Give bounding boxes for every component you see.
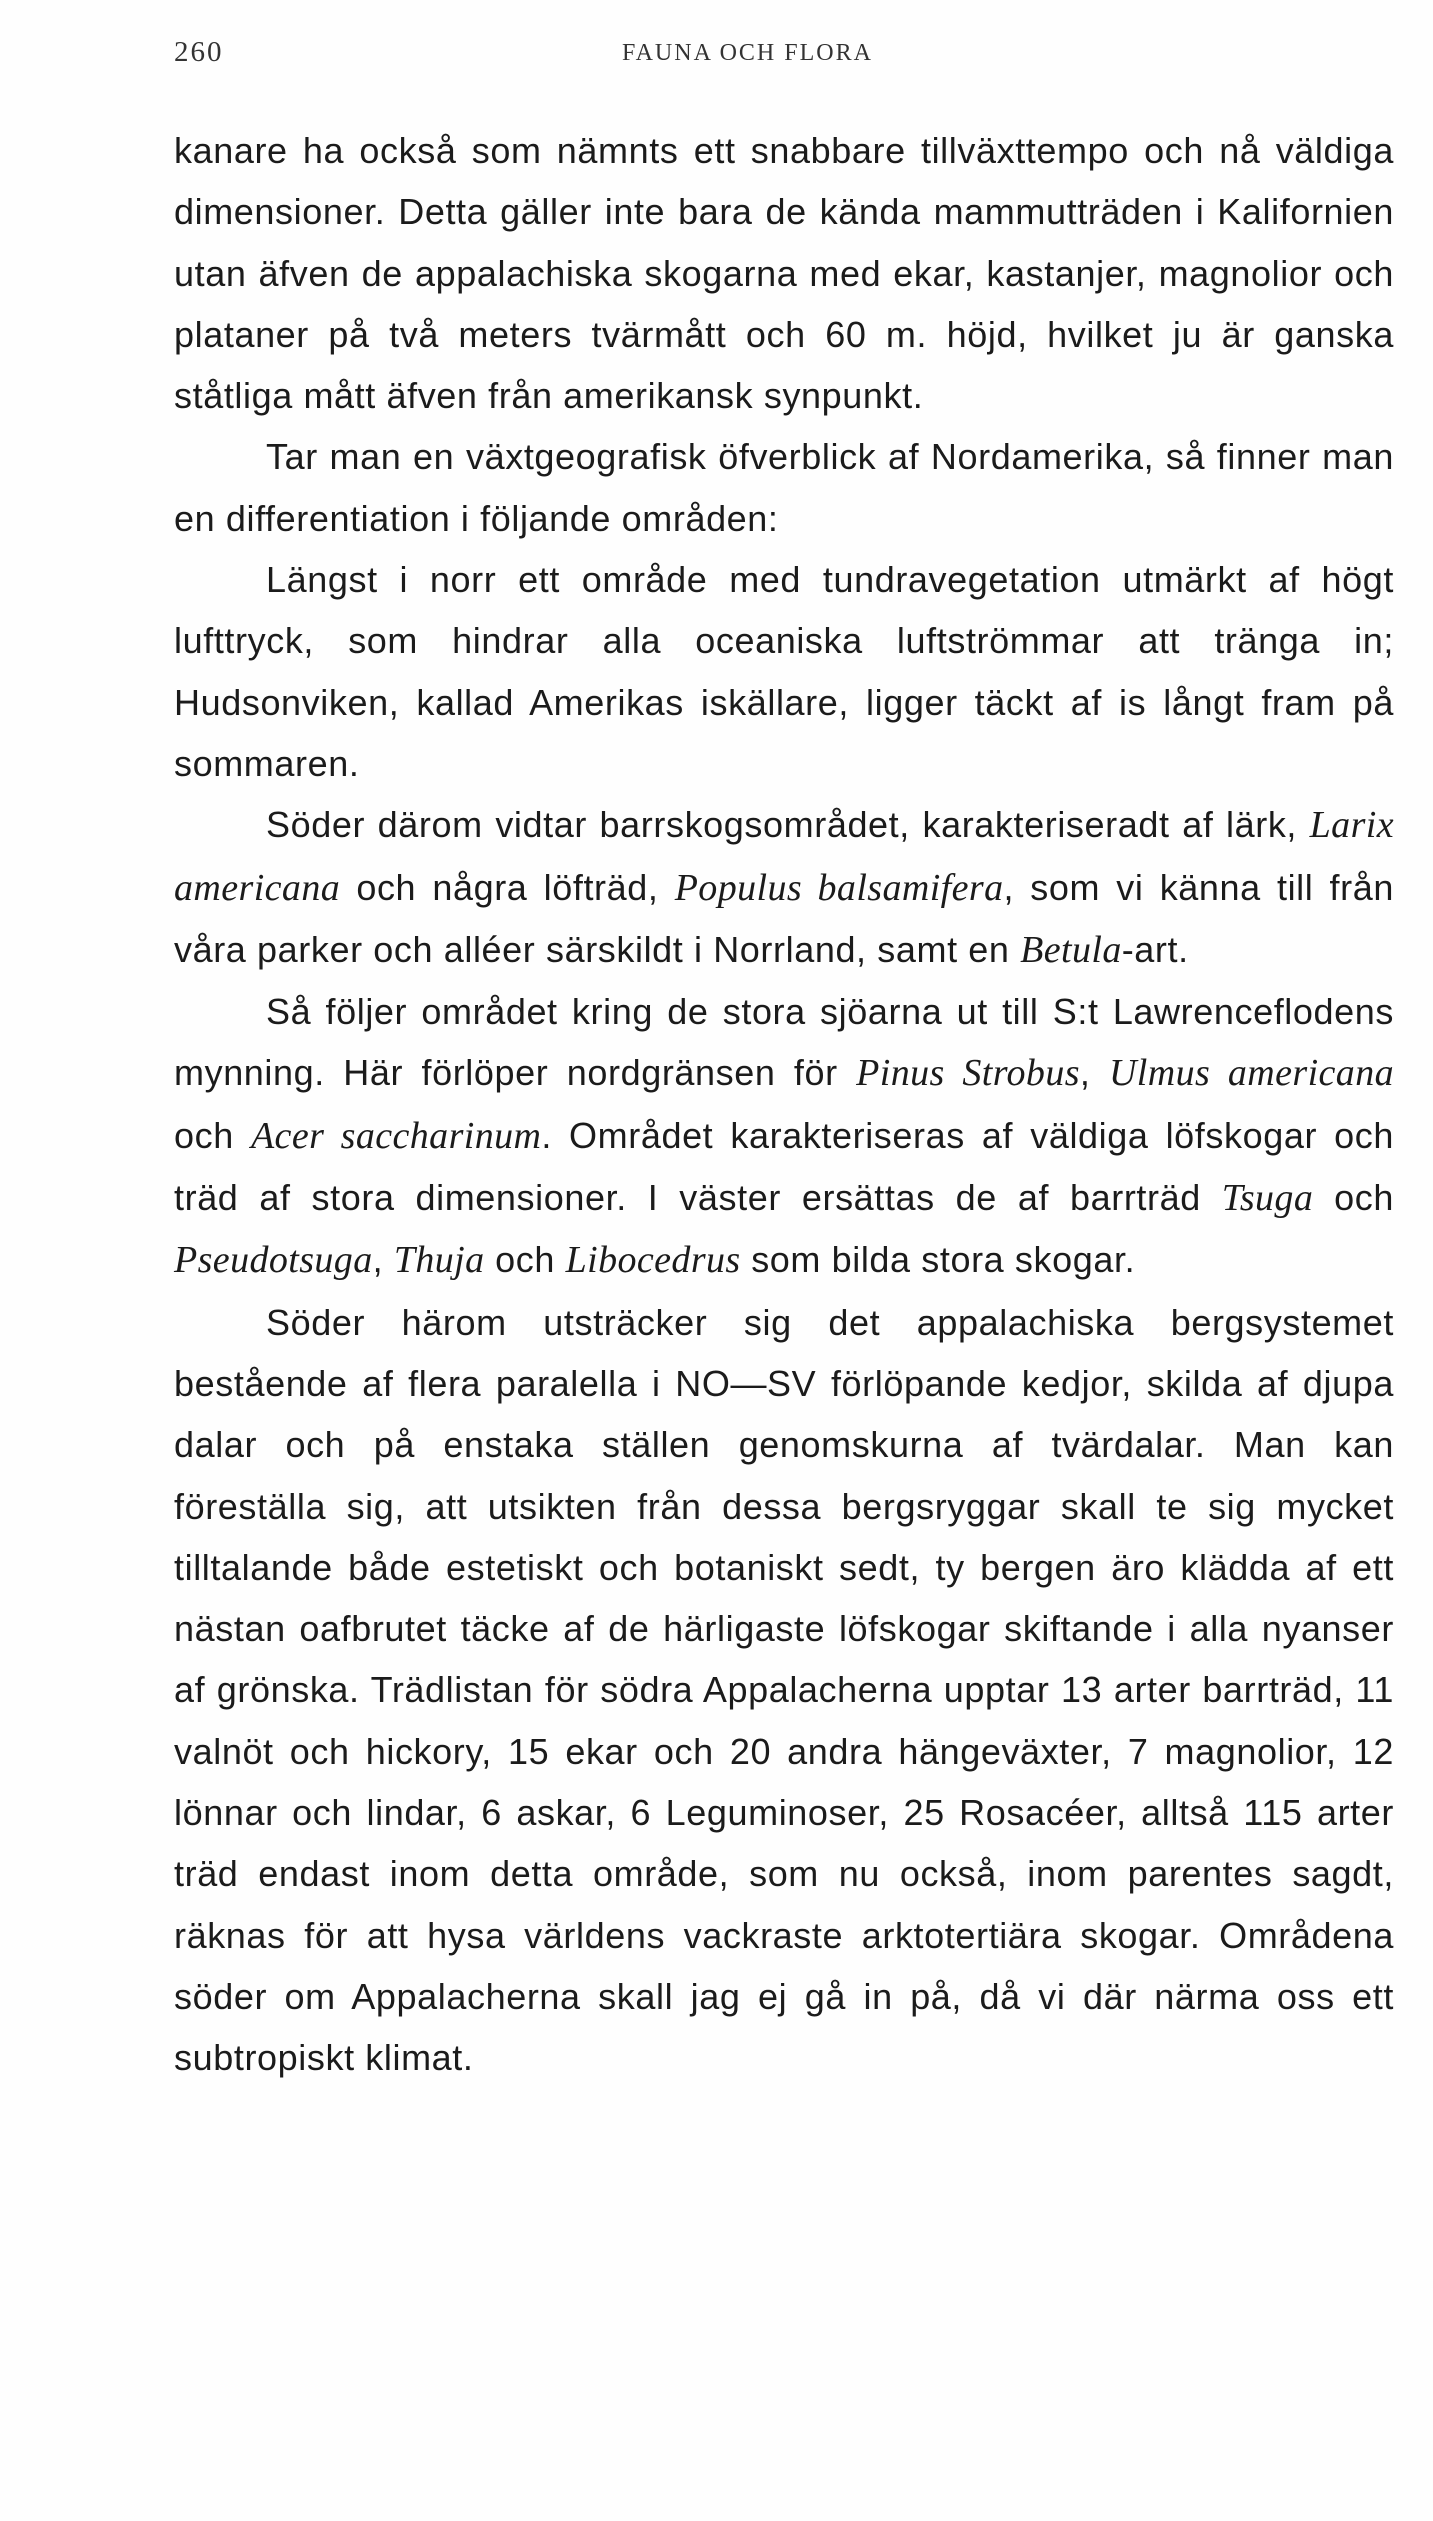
page-header [174,36,1394,76]
text-segment: -art. [1121,928,1189,970]
running-title: FAUNA OCH FLORA [622,40,873,66]
text-segment: Söder härom utsträcker sig det appalachiska bergsystemet bestående af flera paralella i NO—SV förlöpande kedjor, skilda af djupa dalar och på enstaka ställen genomskurna af tvärdalar. Man kan föreställa sig, att utsikten från dessa bergsryggar skall te sig mycket tilltalande både estetiskt och botaniskt sedt, ty bergen äro klädda af ett nästan oafbrutet täcke af de härligaste löfskogar skiftande i alla nyanser af grönska. Trädlistan för södra Appalacherna upptar 13 arter barrträd, 11 valnöt och hickory, 15 ekar och 20 andra hängeväxter, 7 magnolior, 12 lönnar och lindar, 6 askar, 6 Leguminoser, 25 Rosacéer, alltså 115 arter träd endast inom detta område, som nu också, inom parentes sagdt, räknas för att hysa världens vackraste arktotertiära skogar. Områdena söder om Appalacherna skall jag ej gå in på, då vi där närma oss ett subtropiskt klimat. [174,1301,1394,2079]
text-segment: . Området karakteriseras af väldiga löfskogar och träd af stora dimensioner. I väster ersättas de af barrträd [174,1114,1394,1219]
text-segment: och [1313,1177,1394,1219]
body-text [174,120,1394,2089]
text-segment: , som vi känna till från våra parker och alléer särskildt i Norrland, samt en [174,866,1394,970]
species-name: Larix americana [174,804,1394,909]
species-name: Populus balsamifera [674,866,1004,909]
text-segment: och [484,1239,566,1281]
text-segment: Söder därom vidtar barrskogsområdet, karakteriseradt af lärk, [266,804,1310,846]
genus-name: Libocedrus [565,1239,741,1282]
text-segment: Tar man en växtgeografisk öfverblick af Nordamerika, så finner man en differentiation i följande områden: [174,436,1394,539]
page-number: 260 [174,36,224,68]
text-segment: kanare ha också som nämnts ett snabbare tillväxttempo och nå väldiga dimensioner. Detta gäller inte bara de kända mammutträden i Kalifornien utan äfven de appalachiska skogarna med ekar, kastanjer, magnolior och plataner på två meters tvärmått och 60 m. höjd, hvilket ju är ganska ståtliga mått äfven från amerikansk synpunkt. [174,130,1394,417]
species-name: Acer saccharinum [250,1114,542,1157]
text-segment: och [174,1114,251,1156]
paragraph-1 [174,120,1394,426]
genus-name: Thuja [393,1239,485,1282]
paragraph-4 [174,794,1394,981]
genus-name: Betula [1020,928,1122,971]
genus-name: Pseudotsuga [174,1239,373,1282]
species-name: Ulmus americana [1108,1052,1394,1095]
genus-name: Tsuga [1221,1177,1314,1220]
text-segment: Längst i norr ett område med tundravegetation utmärkt af högt lufttryck, som hindrar alla oceaniska luftströmmar att tränga in; Hudsonviken, kallad Amerikas iskällare, ligger täckt af is långt fram på sommaren. [174,559,1394,784]
paragraph-5 [174,981,1394,1291]
species-name: Pinus Strobus [856,1052,1080,1095]
text-segment: , [372,1239,394,1281]
text-segment: Så följer området kring de stora sjöarna ut till S:t Lawrenceflodens mynning. Här förlöper nordgränsen för [174,991,1394,1094]
paragraph-3 [174,549,1394,794]
paragraph-6 [174,1292,1394,2089]
text-segment: och några löfträd, [340,866,675,908]
paragraph-2 [174,426,1394,549]
text-segment: som bilda stora skogar. [740,1239,1136,1281]
text-segment: , [1079,1052,1109,1094]
